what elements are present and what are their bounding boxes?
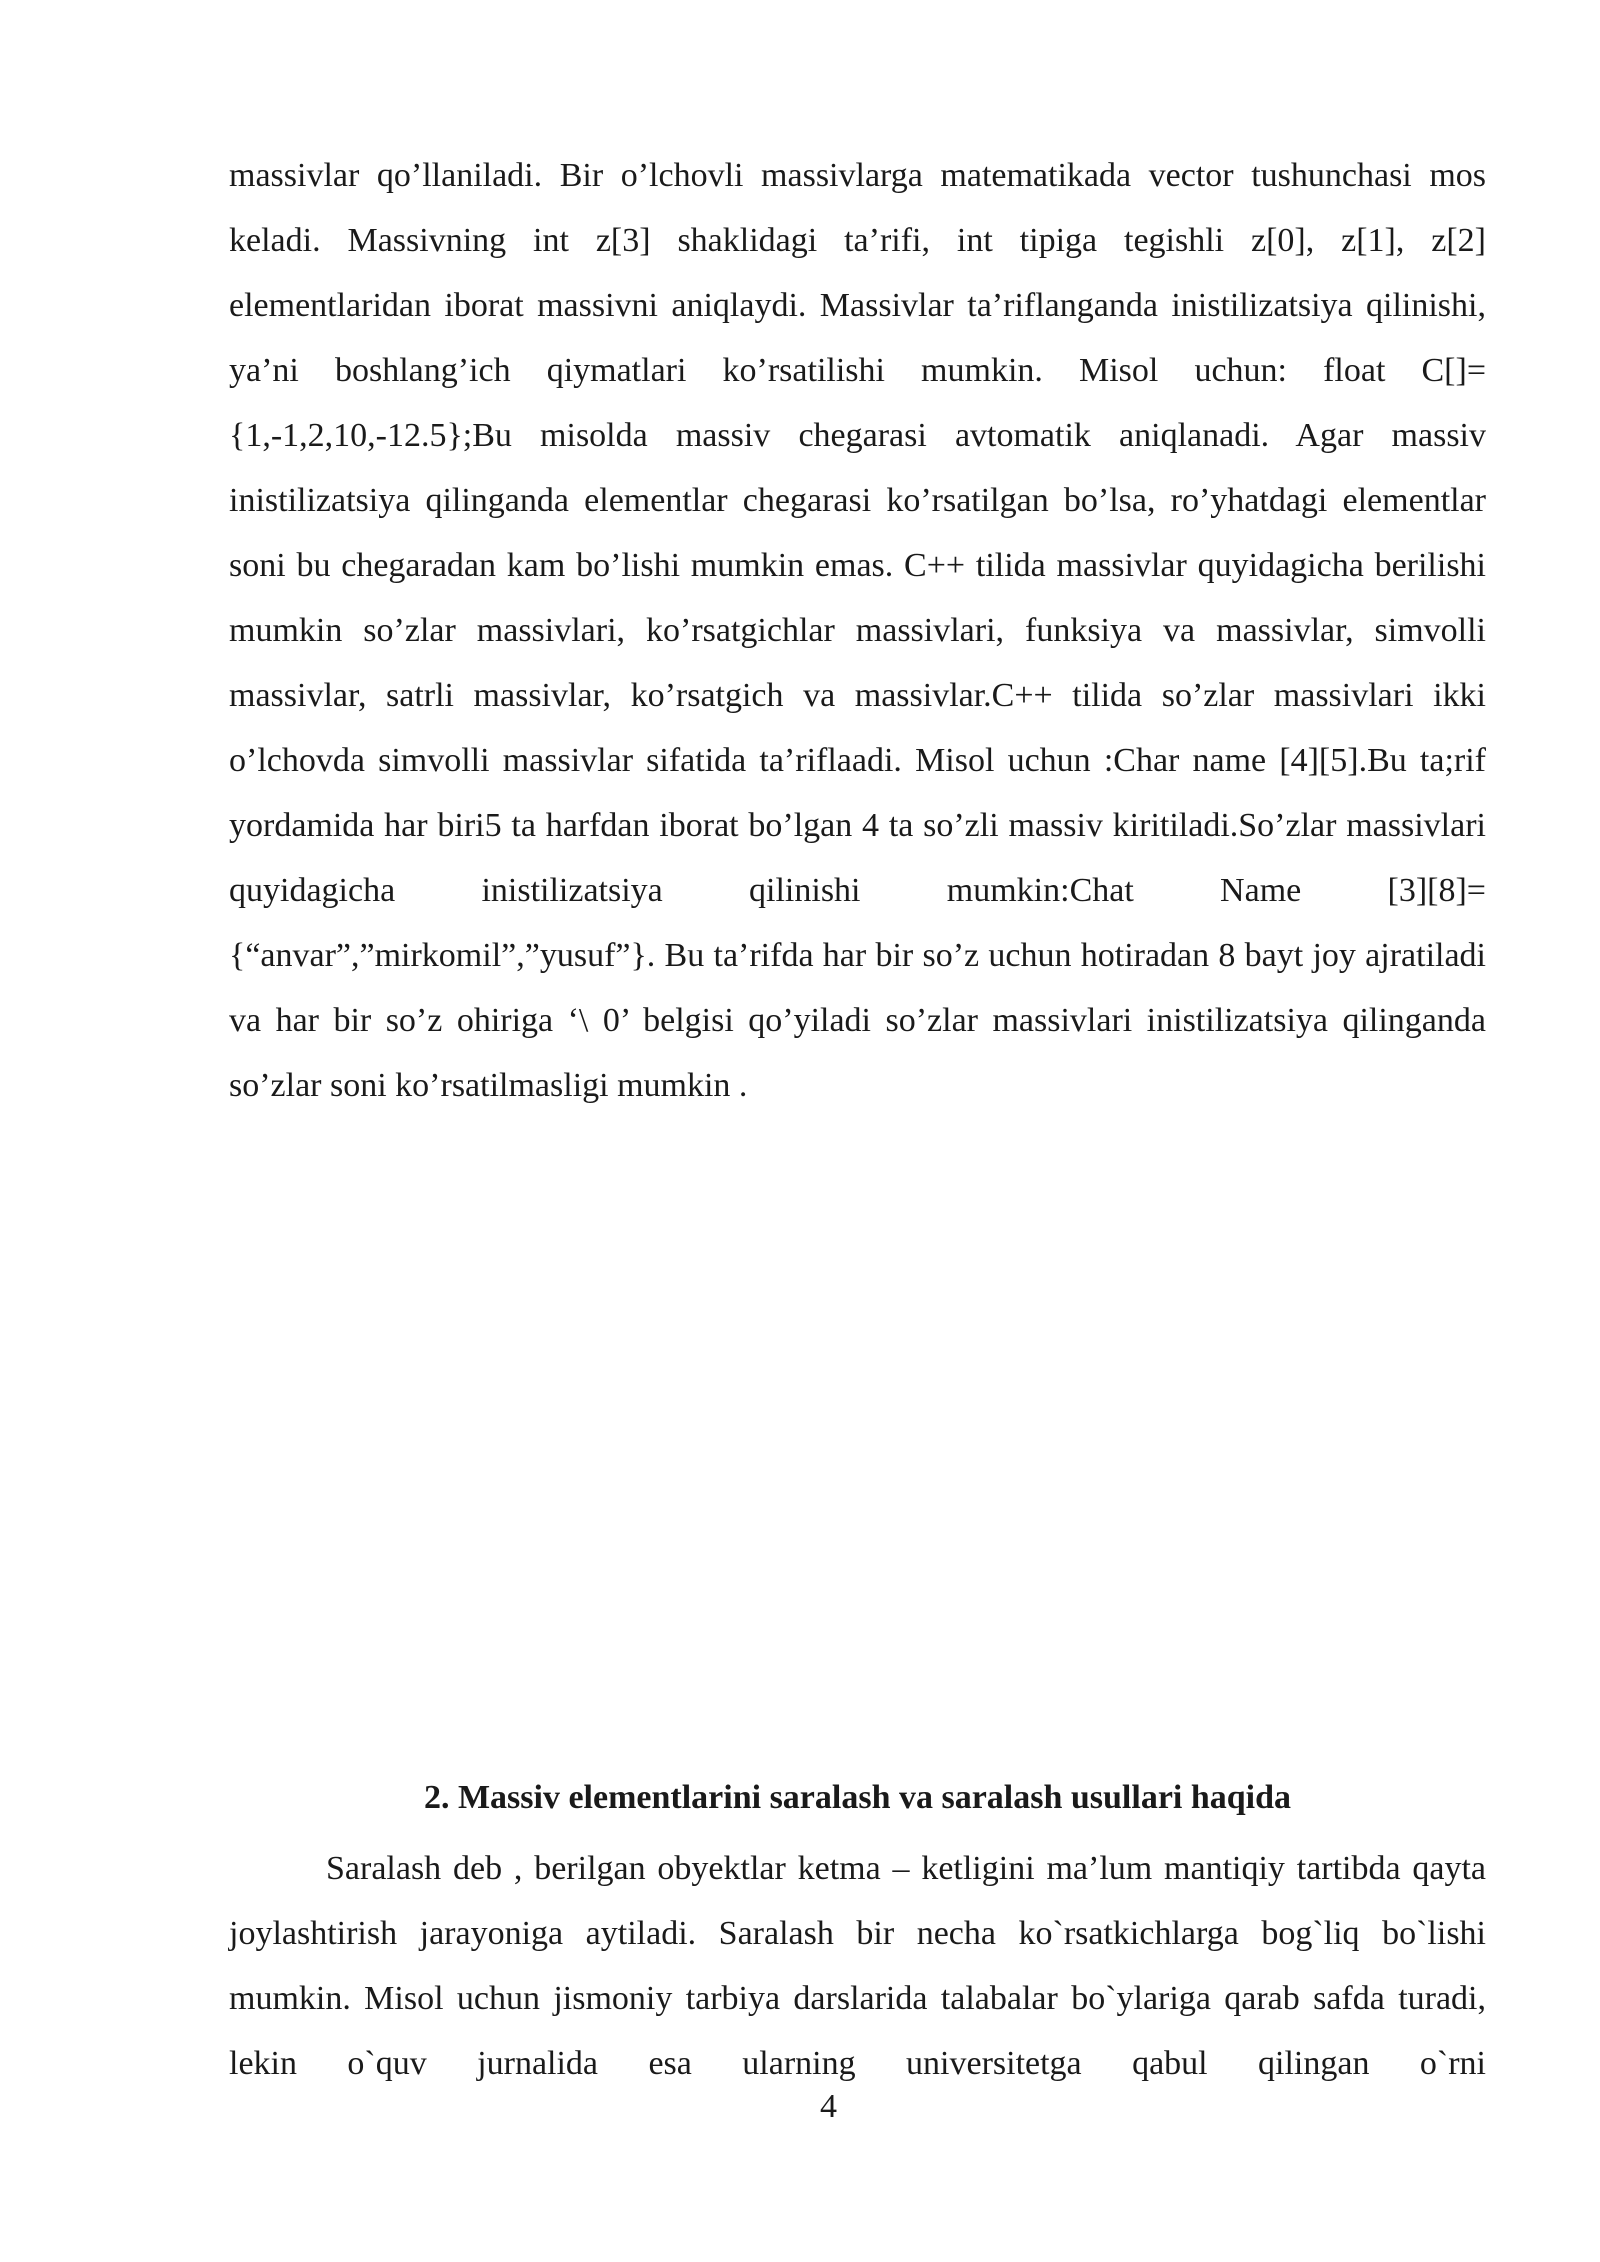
body-paragraph-sorting: Saralash deb , berilgan obyektlar ketma – ketligini ma’lum mantiqiy tartibda qayta joylashtirish jarayoniga aytiladi. Saralash bir necha ko`rsatkichlarga bog`liq bo`lishi mumkin. Misol uchun jismoniy tarbiya darslarida talabalar bo`ylariga qarab safda turadi, lekin o`quv jurnalida esa ularning universitetga qabul qilingan o`rni — [229, 1850, 1486, 2082]
section-heading: 2. Massiv elementlarini saralash va saralash usullari haqida — [423, 1779, 1292, 1816]
page-number: 4 — [820, 2088, 837, 2125]
body-paragraph-arrays: massivlar qo’llaniladi. Bir o’lchovli massivlarga matematikada vector tushunchasi mos keladi. Massivning int z[3] shaklidagi ta’rifi, int tipiga tegishli z[0], z[1], z[2] elementlaridan iborat massivni aniqlaydi. Massivlar ta’riflanganda inistilizatsiya qilinishi, ya’ni boshlang’ich qiymatlari ko’rsatilishi mumkin. Misol uchun: float C[]={1,-1,2,10,-12.5};Bu misolda massiv chegarasi avtomatik aniqlanadi. Agar massiv inistilizatsiya qilinganda elementlar chegarasi ko’rsatilgan bo’lsa, ro’yhatdagi elementlar soni bu chegaradan kam bo’lishi mumkin emas. C++ tilida massivlar quyidagicha berilishi mumkin so’zlar massivlari, ko’rsatgichlar massivlari, funksiya va massivlar, simvolli massivlar, satrli massivlar, ko’rsatgich va massivlar.C++ tilida so’zlar massivlari ikki o’lchovda simvolli massivlar sifatida ta’riflaadi. Misol uchun :Char name [4][5].Bu ta;rif yordamida har biri5 ta harfdan iborat bo’lgan 4 ta so’zli massiv kiritiladi.So’zlar massivlari quyidagicha inistilizatsiya qilinishi mumkin:Chat Name [3][8]={“anvar”,”mirkomil”,”yusuf”}. Bu ta’rifda har bir so’z uchun hotiradan 8 bayt joy ajratiladi va har bir so’z ohiriga ‘\ 0’ belgisi qo’yiladi so’zlar massivlari inistilizatsiya qilinganda so’zlar soni ko’rsatilmasligi mumkin . — [229, 157, 1486, 1104]
